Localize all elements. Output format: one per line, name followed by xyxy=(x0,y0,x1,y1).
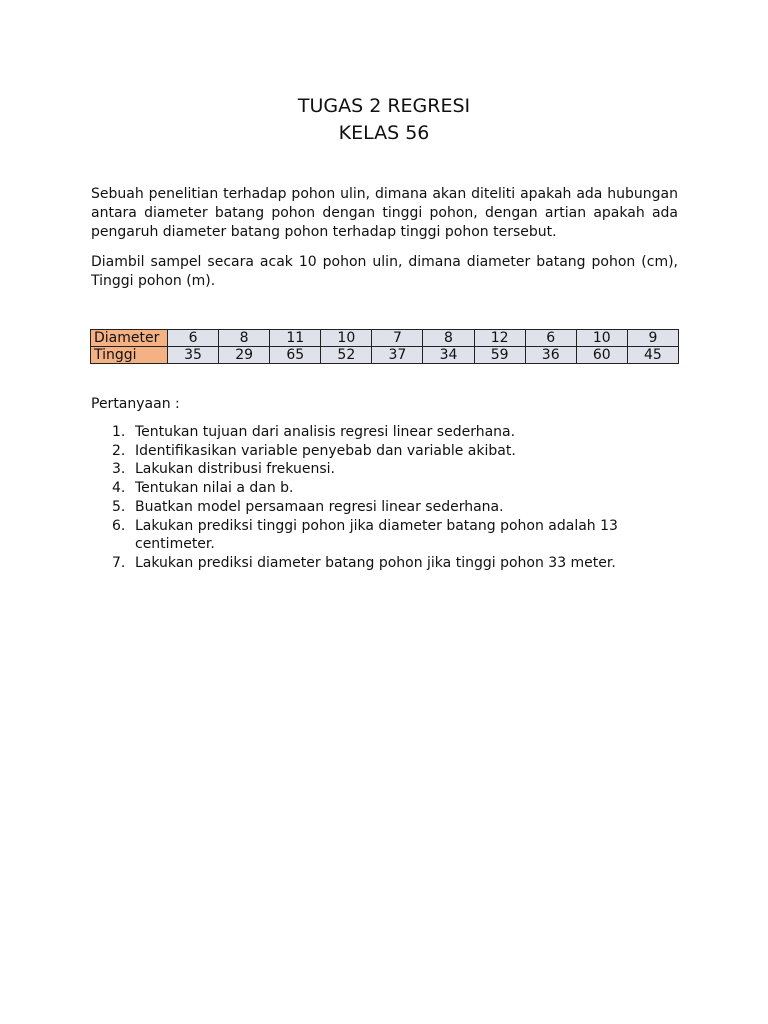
table-cell: 10 xyxy=(321,330,372,347)
table-cell: 12 xyxy=(474,330,525,347)
table-cell: 29 xyxy=(219,347,270,364)
table-cell: 35 xyxy=(168,347,219,364)
list-item-text: Lakukan prediksi tinggi pohon jika diameter batang pohon adalah 13 centimeter. xyxy=(135,517,618,553)
table-cell: 11 xyxy=(270,330,321,347)
list-item-number: 5. xyxy=(112,498,126,515)
list-item-number: 1. xyxy=(112,424,126,440)
sample-paragraph: Diambil sampel secara acak 10 pohon ulin, dimana diameter batang pohon (cm), Tinggi pohon (m). xyxy=(91,254,678,289)
table-cell: 6 xyxy=(168,330,219,347)
list-item xyxy=(91,554,678,573)
table-cell: 10 xyxy=(576,330,627,347)
table-cell: 60 xyxy=(576,347,627,364)
table-row-diameter xyxy=(91,330,679,347)
table-cell: 52 xyxy=(321,347,372,364)
title-line-1: TUGAS 2 REGRESI xyxy=(297,95,471,117)
table-row-tinggi xyxy=(91,347,679,364)
title-line-2: KELAS 56 xyxy=(338,122,430,144)
table-cell: 37 xyxy=(372,347,423,364)
table-cell: 7 xyxy=(372,330,423,347)
table-cell: 6 xyxy=(525,330,576,347)
list-item-text: Tentukan nilai a dan b. xyxy=(135,480,294,497)
list-item-text: Buatkan model persamaan regresi linear sederhana. xyxy=(135,498,504,515)
list-item-text: Lakukan prediksi diameter batang pohon jika tinggi pohon 33 meter. xyxy=(135,554,616,571)
list-item-number: 2. xyxy=(112,442,126,459)
table-cell: 9 xyxy=(627,330,678,347)
list-item xyxy=(91,442,678,461)
table-cell: 8 xyxy=(423,330,474,347)
list-item xyxy=(91,498,678,517)
list-item xyxy=(91,460,678,479)
list-item-number: 7. xyxy=(112,554,126,571)
list-item xyxy=(91,517,678,554)
table-cell: 8 xyxy=(219,330,270,347)
table-cell: 34 xyxy=(423,347,474,364)
list-item-text: Tentukan tujuan dari analisis regresi linear sederhana. xyxy=(135,424,516,440)
row-label-tinggi: Tinggi xyxy=(91,347,168,364)
table-cell: 45 xyxy=(627,347,678,364)
intro-paragraph: Sebuah penelitian terhadap pohon ulin, dimana akan diteliti apakah ada hubungan antara diameter batang pohon dengan tinggi pohon, dengan artian apakah ada pengaruh diameter batang pohon terhadap tinggi pohon tersebut. xyxy=(91,186,678,240)
list-item-number: 3. xyxy=(112,461,126,478)
table-cell: 59 xyxy=(474,347,525,364)
questions-heading: Pertanyaan : xyxy=(91,396,180,412)
list-item-number: 4. xyxy=(112,480,126,497)
table-cell: 36 xyxy=(525,347,576,364)
table-cell: 65 xyxy=(270,347,321,364)
list-item-text: Lakukan distribusi frekuensi. xyxy=(135,461,335,478)
question-list xyxy=(91,423,678,573)
document-title xyxy=(0,93,768,147)
list-item-number: 6. xyxy=(112,517,126,534)
list-item xyxy=(91,423,678,442)
data-table xyxy=(90,329,679,364)
list-item-text: Identifikasikan variable penyebab dan variable akibat. xyxy=(135,442,516,459)
list-item xyxy=(91,479,678,498)
row-label-diameter: Diameter xyxy=(91,330,168,347)
